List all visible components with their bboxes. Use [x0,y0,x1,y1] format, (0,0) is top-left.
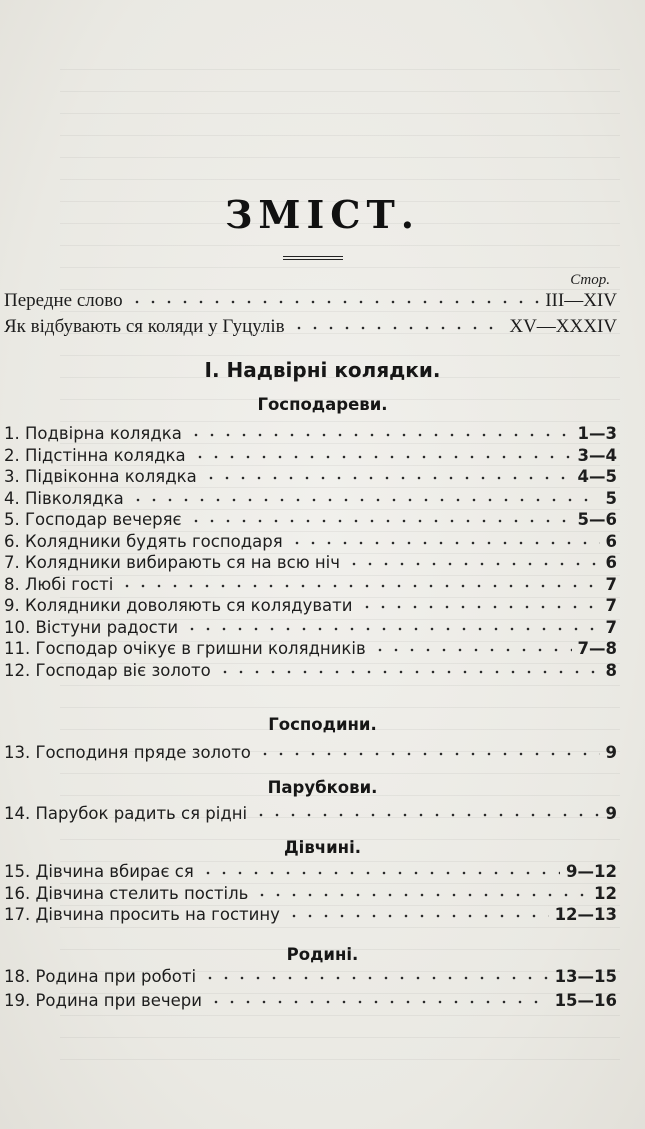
dot-leader [359,595,600,611]
entry-title: 14. Парубок радить ся рідні [4,804,248,823]
entry-title: 18. Родина при роботі [4,967,197,986]
toc-entry [4,660,617,684]
entry-title: 19. Родина при вечери [4,991,203,1010]
entry-title: 13. Господиня пряде золото [4,743,251,762]
entry-pages: 7—8 [577,639,617,658]
entry-title: 10. Вістуни радости [4,617,179,637]
toc-entry [4,966,617,990]
page-column-label: Стор. [570,272,610,288]
entry-title: 5. Господар вечеряє [4,510,182,529]
entry-pages: 5—6 [577,510,617,529]
section-heading: I. Надвірні колядки. [204,358,441,382]
dot-leader [208,990,549,1006]
page-title: ЗМІСТ. [225,192,420,237]
dot-leader [202,966,548,982]
dot-leader [286,904,549,920]
toc-entry [4,742,617,766]
entry-pages: 6 [605,553,617,572]
title-double-rule [283,256,343,260]
entry-pages: 6 [605,531,617,551]
entry-pages: 4—5 [577,467,617,486]
toc-entry [4,803,617,827]
entry-title: Як відбувають ся коляди у Гуцулів [4,316,285,337]
toc-entry [4,466,617,490]
front-matter-entry [4,316,617,340]
entry-title: 11. Господар очікує в гришни колядників [4,639,366,658]
entry-title: Передне слово [4,290,123,311]
entry-pages: 9—12 [566,862,617,881]
dot-leader [188,509,572,525]
entry-pages: 3—4 [577,445,617,465]
toc-entry [4,595,617,619]
dot-leader [119,574,599,590]
dot-leader [203,466,572,482]
entry-pages: III—XIV [545,290,617,311]
toc-entry [4,861,617,885]
dot-leader [253,803,599,819]
entry-pages: 1—3 [577,424,617,443]
entry-title: 15. Дівчина вбирає ся [4,862,194,881]
dot-leader [254,883,588,899]
entry-pages: 9 [605,743,617,762]
dot-leader [184,617,599,633]
entry-title: 1. Подвірна колядка [4,424,182,443]
toc-entry [4,574,617,598]
toc-entry [4,509,617,533]
entry-title: 17. Дівчина просить на гостину [4,905,280,924]
entry-pages: 5 [605,488,617,508]
dot-leader [200,861,560,877]
dot-leader [217,660,600,676]
entry-pages: XV—XXXIV [509,316,617,337]
toc-entry [4,990,617,1014]
entry-pages: 8 [605,660,617,680]
group-heading: Парубкови. [267,778,378,797]
dot-leader [129,290,540,306]
toc-entry [4,638,617,662]
entry-title: 3. Підвіконна колядка [4,467,197,486]
group-heading: Родині. [286,945,359,964]
front-matter-entry [4,290,617,314]
toc-entry [4,531,617,555]
toc-entry [4,883,617,907]
group-heading: Господареви. [257,395,388,414]
entry-pages: 12—13 [554,905,617,924]
dot-leader [188,423,572,439]
dot-leader [346,552,600,568]
entry-pages: 9 [605,804,617,823]
entry-pages: 7 [605,574,617,594]
entry-title: 6. Колядники будять господаря [4,531,283,551]
entry-title: 7. Колядники вибирають ся на всю ніч [4,553,340,572]
dot-leader [130,488,600,504]
entry-title: 4. Півколядка [4,488,124,508]
dot-leader [192,445,572,461]
dot-leader [257,742,600,758]
entry-pages: 7 [605,617,617,637]
group-heading: Дівчині. [283,838,361,857]
entry-pages: 13—15 [554,967,617,986]
entry-pages: 7 [605,596,617,615]
entry-title: 2. Підстінна колядка [4,445,186,465]
entry-pages: 15—16 [554,991,617,1010]
entry-title: 12. Господар віє золото [4,660,211,680]
toc-entry [4,423,617,447]
toc-entry [4,552,617,576]
entry-title: 16. Дівчина стелить постіль [4,883,249,903]
toc-entry [4,445,617,469]
entry-pages: 12 [594,883,617,903]
toc-entry [4,904,617,928]
group-heading: Господини. [268,715,377,734]
toc-entry [4,617,617,641]
dot-leader [291,316,504,332]
toc-entry [4,488,617,512]
dot-leader [372,638,572,654]
entry-title: 8. Любі гості [4,574,114,594]
dot-leader [289,531,600,547]
entry-title: 9. Колядники доволяють ся колядувати [4,596,353,615]
